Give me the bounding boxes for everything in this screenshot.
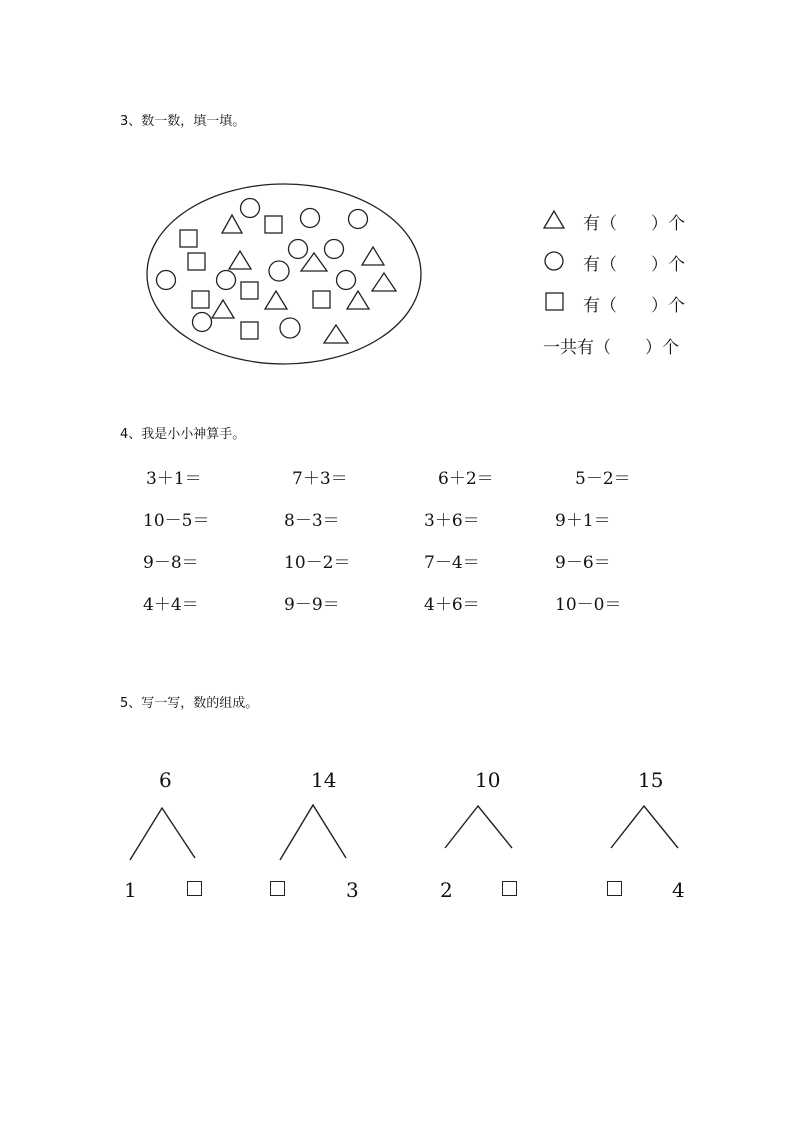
tree-top-number: 10 [475, 768, 501, 792]
legend-triangle-text: 有（ ）个 [583, 214, 685, 234]
tree-branch [280, 805, 346, 860]
equation: 8－3＝ [284, 511, 340, 531]
question-3-heading: 3、数一数，填一填。 [120, 114, 246, 129]
legend-circle-text: 有（ ）个 [583, 255, 685, 275]
tree-branch [130, 808, 195, 860]
equation: 10－2＝ [284, 553, 351, 573]
tree-branch [445, 806, 512, 848]
answer-box[interactable] [607, 881, 622, 896]
answer-box[interactable] [270, 881, 285, 896]
tree-top-number: 15 [638, 768, 664, 792]
answer-box[interactable] [187, 881, 202, 896]
equation: 4＋4＝ [143, 595, 199, 615]
answer-box[interactable] [502, 881, 517, 896]
tree-right-number: 3 [346, 878, 359, 902]
tree-top-number: 14 [311, 768, 337, 792]
legend-total-text: 一共有（ ）个 [543, 338, 679, 358]
tree-top-number: 6 [159, 768, 172, 792]
equation: 7＋3＝ [292, 469, 348, 489]
equation: 3＋6＝ [424, 511, 480, 531]
equation: 5－2＝ [575, 469, 631, 489]
tree-right-number: 4 [672, 878, 685, 902]
tree-left-number: 2 [440, 878, 453, 902]
equation: 7－4＝ [424, 553, 480, 573]
equation: 6＋2＝ [438, 469, 494, 489]
question-5-heading: 5、写一写，数的组成。 [120, 696, 259, 711]
equation: 10－0＝ [555, 595, 622, 615]
equation: 9＋1＝ [555, 511, 611, 531]
equation: 3＋1＝ [146, 469, 202, 489]
equation: 9－8＝ [143, 553, 199, 573]
tree-branch [611, 806, 678, 848]
equation: 9－6＝ [555, 553, 611, 573]
question-4-heading: 4、我是小小神算手。 [120, 427, 246, 442]
equation: 10－5＝ [143, 511, 210, 531]
tree-left-number: 1 [124, 878, 137, 902]
legend-square-text: 有（ ）个 [583, 296, 685, 316]
equation: 9－9＝ [284, 595, 340, 615]
equation: 4＋6＝ [424, 595, 480, 615]
